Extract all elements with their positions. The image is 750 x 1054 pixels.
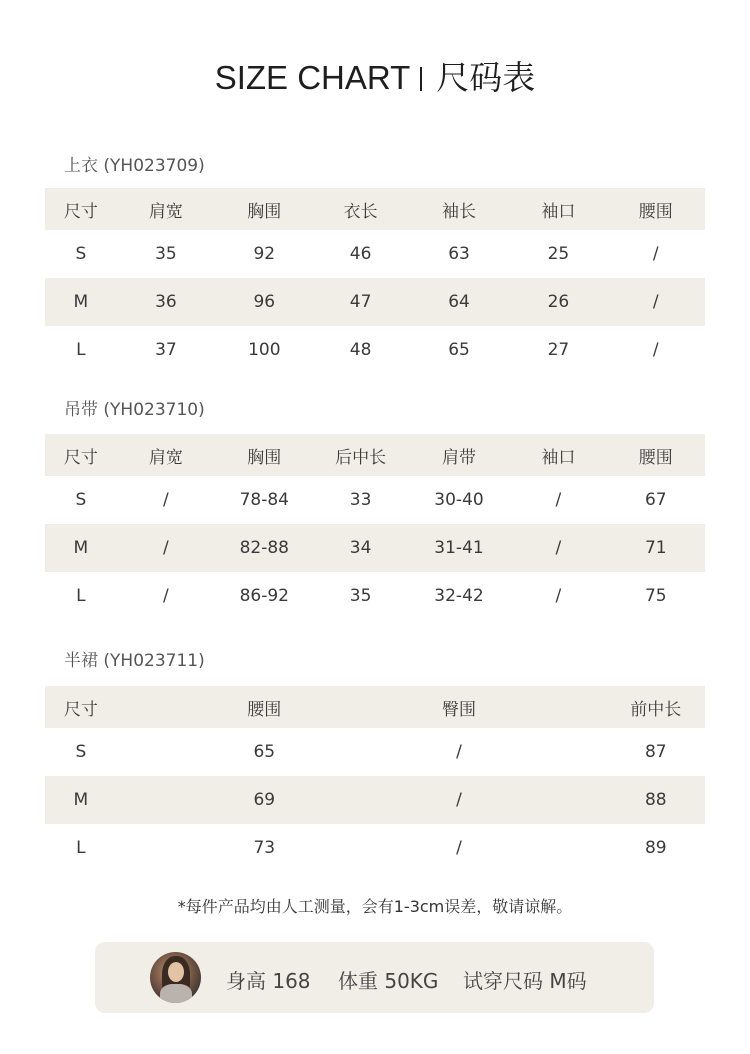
table-row xyxy=(45,326,705,374)
table-row xyxy=(45,476,705,524)
table-cell xyxy=(313,824,407,872)
table-cell: 71 xyxy=(644,538,667,558)
column-header: 肩带 xyxy=(442,447,476,468)
table-row xyxy=(45,572,705,620)
column-header: 尺寸 xyxy=(63,447,98,468)
table-cell xyxy=(313,728,407,776)
column-header: 尺寸 xyxy=(63,201,98,222)
table-cell: L xyxy=(76,838,86,858)
table-cell xyxy=(510,776,606,824)
table-cell: 35 xyxy=(349,586,372,606)
title-cn: 尺码表 xyxy=(436,58,536,97)
table-cell xyxy=(510,728,606,776)
table-cell: 32-42 xyxy=(434,586,484,606)
column-header: 胸围 xyxy=(247,201,282,222)
column-header: 腰围 xyxy=(247,699,282,720)
model-height: 身高 168 xyxy=(226,969,311,993)
column-header: 腰围 xyxy=(638,447,673,468)
column-header: 腰围 xyxy=(638,201,673,222)
table-cell: S xyxy=(75,244,87,264)
table-cell: M xyxy=(73,790,89,810)
table-cell: / xyxy=(456,838,462,858)
measurement-note: *每件产品均由人工测量，会有1-3cm误差，敬请谅解。 xyxy=(177,897,573,916)
model-info-card xyxy=(95,942,654,1013)
table-cell xyxy=(117,728,215,776)
table-cell: S xyxy=(75,490,87,510)
table-cell: / xyxy=(456,742,462,762)
section-label-top: 上衣 (YH023709) xyxy=(64,156,205,176)
avatar-face xyxy=(168,962,184,982)
table-cell: 73 xyxy=(253,838,276,858)
table-cell: 78-84 xyxy=(239,490,289,510)
table-cell xyxy=(117,824,215,872)
model-avatar xyxy=(150,952,201,1003)
column-header: 衣长 xyxy=(343,201,378,222)
table-cell: 36 xyxy=(155,292,177,312)
section-label-skirt: 半裙 (YH023711) xyxy=(64,651,205,671)
page-title xyxy=(0,52,750,99)
table-cell: / xyxy=(163,538,169,558)
model-weight: 体重 50KG xyxy=(338,969,439,993)
table-cell: / xyxy=(456,790,462,810)
section-label-cami: 吊带 (YH023710) xyxy=(64,400,205,420)
column-header xyxy=(117,686,215,728)
table-cell: 47 xyxy=(349,292,372,312)
column-header: 臀围 xyxy=(442,699,476,720)
title-en: SIZE CHART xyxy=(214,59,411,96)
column-header: 袖口 xyxy=(541,201,576,222)
size-table-top xyxy=(45,188,705,374)
table-row xyxy=(45,728,705,776)
table-cell: 92 xyxy=(253,244,276,264)
table-cell: 75 xyxy=(644,586,667,606)
table-header-row xyxy=(45,188,705,230)
table-cell: 31-41 xyxy=(434,538,484,558)
table-header-row xyxy=(45,434,705,476)
table-cell: / xyxy=(163,586,169,606)
table-cell: 34 xyxy=(349,538,372,558)
column-header: 尺寸 xyxy=(63,699,98,720)
table-cell: 87 xyxy=(644,742,667,762)
table-cell: 82-88 xyxy=(239,538,289,558)
table-row xyxy=(45,278,705,326)
table-cell: 65 xyxy=(253,742,276,762)
table-cell: S xyxy=(75,742,87,762)
table-row xyxy=(45,524,705,572)
table-cell: / xyxy=(652,292,659,312)
column-header: 胸围 xyxy=(247,447,282,468)
table-cell: M xyxy=(73,292,89,312)
table-cell xyxy=(313,776,407,824)
table-cell: 27 xyxy=(547,340,570,360)
table-cell: 89 xyxy=(644,838,667,858)
column-header: 袖长 xyxy=(442,201,476,222)
table-cell: / xyxy=(555,490,562,510)
table-cell: 26 xyxy=(547,292,570,312)
table-cell: M xyxy=(73,538,89,558)
table-row xyxy=(45,230,705,278)
table-cell xyxy=(117,776,215,824)
table-cell: 25 xyxy=(547,244,570,264)
table-cell: L xyxy=(76,586,86,606)
table-cell: 63 xyxy=(448,244,470,264)
table-cell: / xyxy=(652,244,659,264)
table-cell: 37 xyxy=(155,340,177,360)
column-header xyxy=(510,686,606,728)
column-header xyxy=(313,686,407,728)
table-cell: / xyxy=(652,340,659,360)
size-table-cami xyxy=(45,434,705,620)
table-cell: 35 xyxy=(155,244,177,264)
column-header: 肩宽 xyxy=(148,201,183,222)
table-row xyxy=(45,824,705,872)
table-cell: 48 xyxy=(349,340,372,360)
table-cell: 69 xyxy=(253,790,276,810)
table-cell: L xyxy=(76,340,86,360)
model-size: 试穿尺码 M码 xyxy=(463,969,587,993)
column-header: 前中长 xyxy=(630,699,682,720)
size-table-skirt xyxy=(45,686,705,872)
table-cell: 65 xyxy=(448,340,470,360)
column-header: 肩宽 xyxy=(148,447,183,468)
avatar-dress xyxy=(160,984,192,1003)
table-cell: 64 xyxy=(448,292,470,312)
table-cell: 67 xyxy=(644,490,667,510)
table-cell: 33 xyxy=(349,490,372,510)
table-cell: / xyxy=(163,490,169,510)
title-divider xyxy=(420,67,422,91)
table-cell: 100 xyxy=(248,340,281,360)
table-cell: 88 xyxy=(644,790,667,810)
table-header-row xyxy=(45,686,705,728)
table-cell: 46 xyxy=(349,244,372,264)
column-header: 袖口 xyxy=(541,447,576,468)
table-row xyxy=(45,776,705,824)
column-header: 后中长 xyxy=(335,447,387,468)
table-cell: 96 xyxy=(253,292,276,312)
table-cell: / xyxy=(555,586,562,606)
table-cell: 86-92 xyxy=(239,586,289,606)
table-cell: 30-40 xyxy=(434,490,484,510)
table-cell: / xyxy=(555,538,562,558)
table-cell xyxy=(510,824,606,872)
